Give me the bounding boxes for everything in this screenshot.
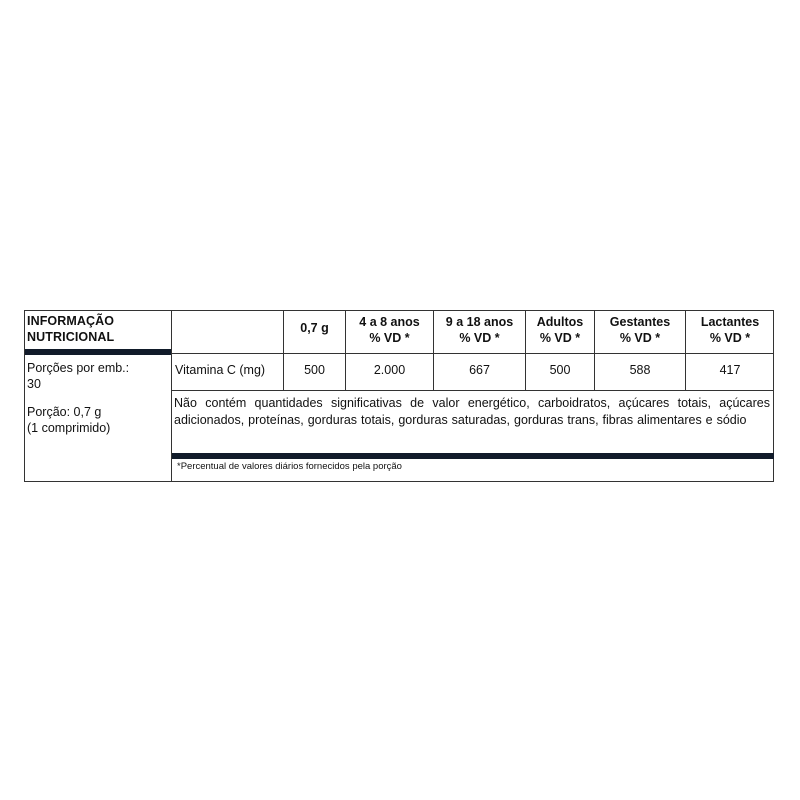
header-line2: % VD * [709, 330, 751, 345]
servings-label: Porções por emb.: [27, 361, 130, 375]
nutrient-name: Vitamina C (mg) [175, 363, 266, 377]
nutrition-left-column [25, 311, 172, 481]
row-divider [172, 390, 774, 391]
header-line2: % VD * [619, 330, 661, 345]
title-divider-bar [25, 349, 171, 355]
nutrition-title [27, 313, 169, 345]
header-pregnant [595, 315, 685, 346]
nutrition-title-line1: INFORMAÇÃO [27, 314, 115, 328]
value-adults: 500 [549, 363, 571, 377]
portion-label: Porção: 0,7 g [27, 405, 102, 419]
nutrition-facts-panel [24, 310, 774, 482]
not-significant-note: Não contém quantidades significativas de valor energético, carboidratos, açúcares totais, açúcares adicionados, proteínas, gorduras totais, gorduras saturadas, gorduras trans, fibras alimentares e sódio [174, 396, 770, 427]
header-9-18-years [434, 315, 525, 346]
header-line1: Lactantes [700, 315, 760, 329]
value-9-18-years: 667 [469, 363, 490, 377]
header-line1: 4 a 8 anos [359, 315, 420, 329]
value-pregnant: 588 [629, 363, 651, 377]
daily-value-footnote: *Percentual de valores diários fornecidos pela porção [177, 461, 402, 472]
value-portion: 500 [304, 363, 325, 377]
header-line1: Adultos [536, 315, 584, 329]
header-divider [172, 353, 774, 354]
portion-detail: (1 comprimido) [27, 421, 111, 435]
header-line2: % VD * [459, 330, 500, 345]
header-4-8-years [346, 315, 433, 346]
footer-divider-bar [172, 453, 774, 459]
header-line2: % VD * [539, 330, 581, 345]
value-4-8-years: 2.000 [373, 363, 406, 377]
header-line2: % VD * [369, 330, 410, 345]
header-adults [526, 315, 594, 346]
header-line1: 9 a 18 anos [445, 315, 514, 329]
header-lactating [686, 315, 774, 346]
header-portion [284, 321, 345, 337]
nutrition-title-line2: NUTRICIONAL [27, 330, 115, 344]
header-portion-text: 0,7 g [300, 321, 329, 335]
header-line1: Gestantes [609, 315, 671, 329]
value-lactating: 417 [719, 363, 741, 377]
servings-value: 30 [27, 377, 41, 391]
